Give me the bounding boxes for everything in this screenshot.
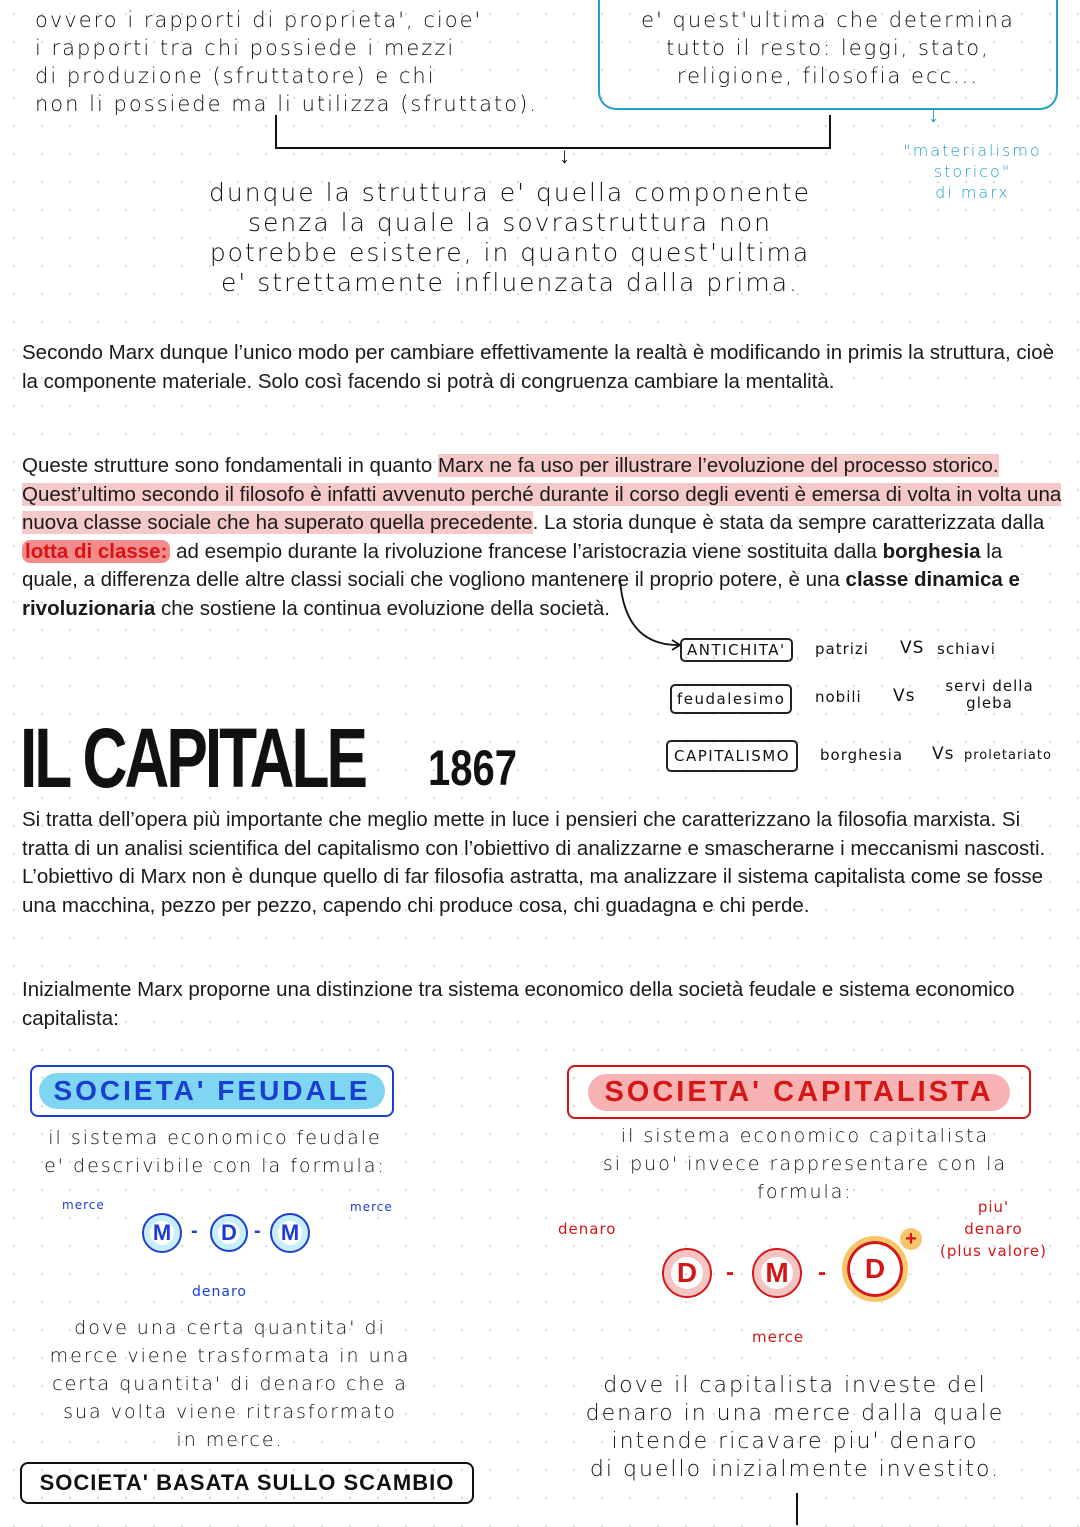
- capitalist-title-box: [567, 1065, 1031, 1119]
- versus-label: VS: [900, 638, 925, 658]
- note-line: il sistema economico feudale: [48, 1127, 382, 1149]
- note-line: sua volta viene ritrasformato: [63, 1401, 397, 1423]
- note-line: "materialismo: [903, 141, 1042, 160]
- curved-arrow-icon: [600, 575, 690, 655]
- note-line: e' descrivibile con la formula:: [44, 1155, 386, 1177]
- capitalist-explain: [545, 1372, 1045, 1484]
- capitalist-intro: [580, 1122, 1030, 1206]
- class-b: proletariato: [964, 748, 1052, 763]
- versus-label: Vs: [932, 744, 955, 764]
- text: la quale, a differenza delle altre classi sociali che vogliono mantenere il proprio potere, è una: [22, 539, 1003, 591]
- dash: -: [191, 1220, 198, 1242]
- paragraph-structure: Secondo Marx dunque l’unico modo per cambiare effettivamente la realtà è modificando in primis la struttura, cioè la componente materiale. Solo così facendo si potrà di congruenza cambiare la mentalità.: [22, 341, 1054, 393]
- feudal-result-box: SOCIETA' BASATA SULLO SCAMBIO: [20, 1462, 474, 1504]
- note-line: denaro in una merce dalla quale: [585, 1401, 1005, 1426]
- label-merce: merce: [350, 1200, 393, 1214]
- note-line: in merce.: [176, 1429, 284, 1451]
- note-line: intende ricavare piu' denaro: [611, 1429, 979, 1454]
- era-tag: ANTICHITA': [680, 638, 793, 662]
- note-line: dove il capitalista investe del: [603, 1373, 987, 1398]
- formula-m: M: [765, 1257, 789, 1288]
- note-line: potrebbe esistere, in quanto quest'ultima: [209, 238, 811, 267]
- feudal-explain: [20, 1314, 440, 1454]
- highlighted-text: Marx ne fa uso per illustrare l’evoluzione del processo storico. Quest’ultimo secondo il filosofo è infatti avvenuto perché durante il corso degli eventi è emersa di volta in volta una nuova classe sociale che ha superato quella precedente: [22, 454, 1062, 534]
- formula-d-circle: [210, 1214, 248, 1252]
- note-line: storico": [933, 162, 1012, 181]
- text: . La storia dunque è stata da sempre caratterizzata dalla: [532, 511, 1045, 534]
- note-line: si puo' invece rappresentare con la: [602, 1153, 1008, 1175]
- note-line: formula:: [757, 1181, 853, 1203]
- arrow-down-icon: ↓: [559, 143, 570, 168]
- paragraph-history: [22, 452, 1062, 623]
- formula-m: M: [280, 1220, 300, 1245]
- bracket-connector: [275, 115, 831, 149]
- conclusion-note: [150, 178, 870, 298]
- note-line: senza la quale la sovrastruttura non: [247, 208, 772, 237]
- note-line: e' quest'ultima che determina: [641, 8, 1015, 32]
- feudal-title-box: [30, 1065, 394, 1117]
- note-line: dove una certa quantita' di: [74, 1317, 386, 1339]
- note-line: certa quantita' di denaro che a: [52, 1373, 408, 1395]
- formula-m-circle: [270, 1213, 310, 1253]
- note-line: di produzione (sfruttatore) e chi: [35, 64, 436, 88]
- text: Queste strutture sono fondamentali in quanto: [22, 454, 438, 477]
- label-merce: merce: [62, 1198, 105, 1212]
- formula-d-plus-circle: [842, 1236, 908, 1302]
- connector-line: [796, 1493, 798, 1525]
- feudal-intro: [30, 1124, 400, 1180]
- paragraph-distinction: Inizialmente Marx proporne una distinzione tra sistema economico della società feudale e sistema economico capitalista:: [22, 978, 1015, 1030]
- page-title: IL CAPITALE: [20, 711, 366, 805]
- text: che sostiene la continua evoluzione della società.: [155, 596, 610, 620]
- label-denaro: denaro: [558, 1220, 617, 1238]
- dash: -: [818, 1259, 826, 1286]
- note-line: non li possiede ma li utilizza (sfruttato).: [35, 92, 538, 116]
- note-line: dunque la struttura e' quella componente: [208, 178, 812, 207]
- note-line: (plus valore): [940, 1242, 1047, 1260]
- note-line: e' strettamente influenzata dalla prima.: [221, 268, 799, 297]
- note-line: denaro: [964, 1220, 1023, 1238]
- note-line: religione, filosofia ecc...: [676, 64, 980, 88]
- formula-d-plus: D: [864, 1253, 886, 1284]
- class-a: patrizi: [815, 640, 869, 658]
- note-line: merce viene trasformata in una: [49, 1345, 411, 1367]
- dash: -: [726, 1259, 734, 1286]
- formula-m: M: [152, 1220, 172, 1245]
- top-left-note: [35, 6, 538, 118]
- note-line: i rapporti tra chi possiede i mezzi: [35, 36, 456, 60]
- bold-keyword: classe dinamica e rivoluzionaria: [22, 568, 1020, 620]
- class-a: nobili: [815, 688, 862, 706]
- feudal-title: SOCIETA' FEUDALE: [39, 1073, 384, 1109]
- plus-icon: +: [900, 1228, 922, 1250]
- materialismo-note: [880, 140, 1065, 203]
- highlighted-keyword: lotta di classe:: [22, 540, 170, 563]
- title-year: 1867: [428, 740, 517, 796]
- dash: -: [254, 1220, 261, 1242]
- top-right-note: [600, 6, 1056, 90]
- formula-d: D: [676, 1257, 698, 1288]
- class-a: borghesia: [820, 746, 904, 764]
- era-tag: feudalesimo: [670, 684, 792, 714]
- class-b: schiavi: [937, 640, 996, 658]
- label-piu-denaro: [940, 1196, 1047, 1262]
- text: ad esempio durante la rivoluzione francese l’aristocrazia viene sostituita dalla: [170, 539, 883, 563]
- era-tag: CAPITALISMO: [666, 740, 798, 772]
- formula-m-circle: [142, 1213, 182, 1253]
- paragraph-capital: Si tratta dell’opera più importante che meglio mette in luce i pensieri che caratterizzano la filosofia marxista. Si tratta di un analisi scientifica del capitalismo con l’obiettivo di analizzarne e smascherarne i meccanismi nascosti. L’obiettivo di Marx non è dunque quello di far filosofia astratta, ma analizzare il sistema capitalista come se fosse una macchina, pezzo per pezzo, capendo chi produce cosa, chi guadagna e chi perde.: [22, 808, 1046, 917]
- note-line: piu': [977, 1198, 1010, 1216]
- note-line: ovvero i rapporti di proprieta', cioe': [35, 8, 483, 32]
- formula-m-circle: [752, 1248, 802, 1298]
- label-denaro: denaro: [192, 1284, 247, 1300]
- note-line: tutto il resto: leggi, stato,: [666, 36, 990, 60]
- note-line: il sistema economico capitalista: [620, 1125, 990, 1147]
- class-b: servi della gleba: [945, 677, 1034, 712]
- arrow-down-icon: ↓: [928, 102, 939, 127]
- note-line: di quello inizialmente investito.: [589, 1457, 1001, 1482]
- note-line: di marx: [935, 183, 1010, 202]
- formula-d: D: [221, 1220, 237, 1245]
- versus-label: Vs: [893, 686, 916, 706]
- label-merce: merce: [752, 1328, 805, 1346]
- capitalist-title: SOCIETA' CAPITALISTA: [588, 1074, 1009, 1111]
- formula-d-circle: [662, 1248, 712, 1298]
- bold-keyword: borghesia: [882, 539, 981, 563]
